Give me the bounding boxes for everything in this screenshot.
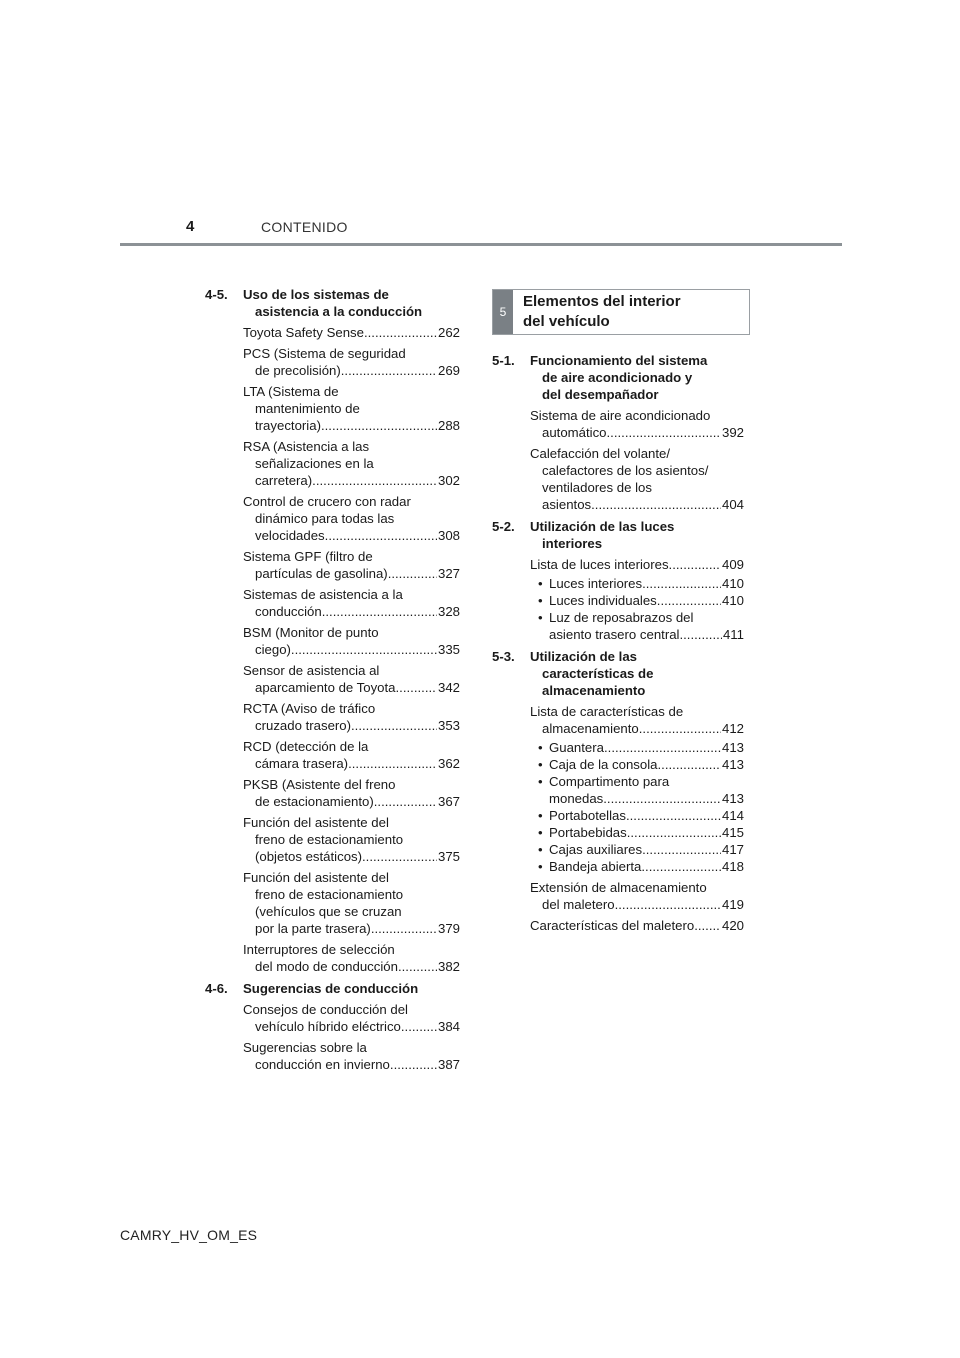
- toc-entry-line: Extensión de almacenamiento: [530, 880, 707, 895]
- toc-entry-line: Lista de características de: [530, 704, 684, 719]
- section-heading[interactable]: [205, 286, 460, 320]
- toc-entry-line: Interruptores de selección: [243, 942, 395, 957]
- dot-leader: [627, 824, 721, 841]
- section-title-line: de aire acondicionado y: [542, 370, 693, 385]
- page-ref[interactable]: 335: [437, 642, 460, 657]
- toc-entry-text: almacenamiento: [542, 721, 639, 736]
- page-ref[interactable]: 409: [721, 557, 744, 572]
- dot-leader: [669, 556, 721, 573]
- toc-entry-last-line: [538, 756, 744, 773]
- dot-leader: [390, 1056, 437, 1073]
- section-title-line: Utilización de las: [530, 649, 637, 664]
- section-number: 5-1.: [492, 353, 515, 368]
- toc-entry-line: ventiladores de los: [542, 480, 652, 495]
- toc-entry-last-line: [243, 417, 460, 434]
- page-ref[interactable]: 419: [721, 897, 744, 912]
- toc-entry-text: por la parte trasera): [255, 921, 371, 936]
- toc-entry-text: Luces individuales: [549, 593, 657, 608]
- toc-subentry[interactable]: [538, 773, 744, 807]
- toc-entry-text: Bandeja abierta: [549, 859, 642, 874]
- chapter-title-line: Elementos del interior: [523, 293, 681, 310]
- toc-entry-line: PKSB (Asistente del freno: [243, 777, 396, 792]
- page-ref[interactable]: 413: [721, 757, 744, 772]
- dot-leader: [401, 1018, 437, 1035]
- toc-entry-line: Sistemas de asistencia a la: [243, 587, 403, 602]
- toc-entry-text: monedas: [549, 791, 604, 806]
- toc-entry-last-line: [538, 739, 744, 756]
- footer-code: CAMRY_HV_OM_ES: [120, 1227, 258, 1243]
- toc-entry-line: Sensor de asistencia al: [243, 663, 380, 678]
- toc-entry-line: [538, 773, 744, 790]
- page-ref[interactable]: 404: [721, 497, 744, 512]
- section-heading[interactable]: [492, 518, 744, 552]
- toc-entry[interactable]: [243, 586, 460, 620]
- toc-entry-last-line: [243, 848, 460, 865]
- toc-entry-text: Cajas auxiliares: [549, 842, 643, 857]
- dot-leader: [388, 565, 437, 582]
- toc-subentry[interactable]: [538, 824, 744, 841]
- page-ref[interactable]: 308: [437, 528, 460, 543]
- toc-entry-last-line: [243, 362, 460, 379]
- dot-leader: [603, 790, 721, 807]
- page-ref[interactable]: 415: [721, 825, 744, 840]
- toc-entry[interactable]: [530, 703, 744, 737]
- toc-entry-last-line: [538, 790, 744, 807]
- dot-leader: [658, 756, 721, 773]
- dot-leader: [398, 958, 437, 975]
- toc-entry-text: Portabebidas: [549, 825, 627, 840]
- page-ref[interactable]: 410: [721, 576, 744, 591]
- bullet-icon: •: [538, 740, 543, 755]
- toc-entry-text: Características del maletero: [530, 918, 695, 933]
- dot-leader: [396, 679, 437, 696]
- toc-entry-last-line: [530, 556, 744, 573]
- section-number: 5-2.: [492, 519, 515, 534]
- bullet-icon: •: [538, 859, 543, 874]
- chapter-title: [513, 290, 681, 334]
- toc-entry-text: velocidades: [255, 528, 325, 543]
- toc-entry-last-line: [538, 575, 744, 592]
- toc-entry-line: mantenimiento de: [255, 401, 360, 416]
- section-number: 4-6.: [205, 981, 228, 996]
- page-ref[interactable]: 367: [437, 794, 460, 809]
- page-ref[interactable]: 410: [721, 593, 744, 608]
- bullet-icon: •: [538, 610, 543, 625]
- toc-entry-text: de precolisión): [255, 363, 341, 378]
- section-title-line: almacenamiento: [542, 683, 646, 698]
- toc-entry-last-line: [530, 896, 744, 913]
- page-number: 4: [186, 218, 195, 235]
- toc-subentry[interactable]: [538, 858, 744, 875]
- chapter-heading: [492, 289, 750, 335]
- section-title: [530, 518, 744, 552]
- dot-leader: [312, 472, 437, 489]
- toc-entry-last-line: [538, 626, 744, 643]
- toc-entry[interactable]: [530, 917, 744, 934]
- toc-entry-last-line: [243, 527, 460, 544]
- dot-leader: [364, 324, 437, 341]
- dot-leader: [362, 848, 437, 865]
- toc-entry-line: Sistema GPF (filtro de: [243, 549, 373, 564]
- page-ref[interactable]: 302: [437, 473, 460, 488]
- section-title: [243, 286, 460, 320]
- section-number: 4-5.: [205, 287, 228, 302]
- toc-entry-last-line: [243, 565, 460, 582]
- toc-entry[interactable]: [243, 438, 460, 489]
- toc-section: [492, 518, 744, 643]
- header-title: CONTENIDO: [261, 219, 348, 235]
- toc-entry[interactable]: [243, 814, 460, 865]
- toc-subentry[interactable]: [538, 756, 744, 773]
- dot-leader: [642, 841, 721, 858]
- toc-right-column: [492, 352, 744, 939]
- dot-leader: [641, 858, 721, 875]
- toc-entry-last-line: [243, 1018, 460, 1035]
- toc-entry-last-line: [243, 679, 460, 696]
- toc-entry[interactable]: [243, 1001, 460, 1035]
- dot-leader: [371, 920, 437, 937]
- page-ref[interactable]: 412: [721, 721, 744, 736]
- section-number: 5-3.: [492, 649, 515, 664]
- toc-entry-line: Función del asistente del: [243, 870, 389, 885]
- toc-entry-text: automático: [542, 425, 607, 440]
- bullet-icon: •: [538, 774, 543, 789]
- toc-entry-text: trayectoria): [255, 418, 321, 433]
- section-title-line: Utilización de las luces: [530, 519, 675, 534]
- toc-entry-text: Luces interiores: [549, 576, 643, 591]
- toc-entry-text: Toyota Safety Sense: [243, 325, 364, 340]
- page-ref[interactable]: 417: [721, 842, 744, 857]
- toc-entry-text: asiento trasero central: [549, 627, 680, 642]
- toc-entry-text: cruzado trasero): [255, 718, 352, 733]
- toc-section: [492, 648, 744, 934]
- toc-entry[interactable]: [243, 776, 460, 810]
- page-ref[interactable]: 411: [722, 627, 744, 642]
- bullet-icon: •: [538, 593, 543, 608]
- section-title: [243, 980, 460, 997]
- toc-entry-last-line: [243, 958, 460, 975]
- toc-entry[interactable]: [530, 879, 744, 913]
- page-ref[interactable]: 387: [437, 1057, 460, 1072]
- toc-entry-text: Luz de reposabrazos del: [549, 610, 694, 625]
- bullet-icon: •: [538, 825, 543, 840]
- toc-entry-last-line: [538, 592, 744, 609]
- toc-entry[interactable]: [243, 345, 460, 379]
- page-ref[interactable]: 414: [721, 808, 744, 823]
- section-title-line: interiores: [542, 536, 603, 551]
- page-ref[interactable]: 420: [721, 918, 744, 933]
- dot-leader: [321, 417, 437, 434]
- toc-entry-line: freno de estacionamiento: [255, 887, 404, 902]
- toc-entry-last-line: [243, 920, 460, 937]
- page-ref[interactable]: 382: [437, 959, 460, 974]
- toc-entry[interactable]: [530, 445, 744, 513]
- dot-leader: [291, 641, 437, 658]
- toc-entry-line: Calefacción del volante/: [530, 446, 671, 461]
- dot-leader: [325, 527, 437, 544]
- toc-entry-last-line: [243, 717, 460, 734]
- dot-leader: [615, 896, 721, 913]
- toc-entry-last-line: [538, 807, 744, 824]
- toc-entry-text: conducción en invierno: [255, 1057, 390, 1072]
- toc-subentry[interactable]: [538, 739, 744, 756]
- dot-leader: [694, 917, 721, 934]
- dot-leader: [679, 626, 721, 643]
- section-title-line: del desempañador: [542, 387, 659, 402]
- dot-leader: [341, 362, 437, 379]
- toc-entry-text: conducción: [255, 604, 322, 619]
- toc-entry-text: Lista de luces interiores: [530, 557, 669, 572]
- toc-entry-text: Guantera: [549, 740, 604, 755]
- toc-entry[interactable]: [243, 383, 460, 434]
- chapter-title-line: del vehículo: [523, 313, 610, 330]
- toc-entry-text: asientos: [542, 497, 592, 512]
- toc-entry-text: del modo de conducción: [255, 959, 398, 974]
- toc-entry-last-line: [243, 793, 460, 810]
- toc-entry[interactable]: [243, 493, 460, 544]
- toc-entry-line: RSA (Asistencia a las: [243, 439, 370, 454]
- toc-entry-line: Sugerencias sobre la: [243, 1040, 367, 1055]
- section-heading[interactable]: [205, 980, 460, 997]
- page-ref[interactable]: 362: [437, 756, 460, 771]
- toc-entry-last-line: [530, 496, 744, 513]
- toc-entry-text: Portabotellas: [549, 808, 626, 823]
- bullet-icon: •: [538, 576, 543, 591]
- section-title-line: Sugerencias de conducción: [243, 981, 419, 996]
- page-ref[interactable]: 384: [437, 1019, 460, 1034]
- section-title-line: Uso de los sistemas de: [243, 287, 389, 302]
- toc-entry[interactable]: [243, 941, 460, 975]
- chapter-tab: 5: [493, 290, 513, 334]
- toc-entry-text: del maletero: [542, 897, 615, 912]
- toc-subentry[interactable]: [538, 592, 744, 609]
- page-ref[interactable]: 413: [721, 791, 744, 806]
- toc-entry[interactable]: [243, 700, 460, 734]
- toc-entry-line: Sistema de aire acondicionado: [530, 408, 711, 423]
- section-title-line: asistencia a la conducción: [255, 304, 423, 319]
- toc-entry-text: partículas de gasolina): [255, 566, 388, 581]
- dot-leader: [348, 755, 437, 772]
- dot-leader: [639, 720, 721, 737]
- toc-entry-line: señalizaciones en la: [255, 456, 374, 471]
- toc-entry-text: carretera): [255, 473, 313, 488]
- header-rule: [120, 243, 842, 246]
- toc-subentry[interactable]: [538, 609, 744, 643]
- toc-section: [205, 980, 460, 1073]
- page-ref[interactable]: 269: [437, 363, 460, 378]
- toc-entry-last-line: [243, 641, 460, 658]
- toc-entry-last-line: [530, 424, 744, 441]
- section-title: [530, 648, 744, 699]
- dot-leader: [657, 592, 721, 609]
- page-ref[interactable]: 375: [437, 849, 460, 864]
- toc-entry[interactable]: [243, 869, 460, 937]
- toc-entry[interactable]: [530, 407, 744, 441]
- toc-section: [205, 286, 460, 975]
- toc-entry-text: de estacionamiento): [255, 794, 374, 809]
- toc-entry-line: Control de crucero con radar: [243, 494, 411, 509]
- bullet-icon: •: [538, 757, 543, 772]
- dot-leader: [626, 807, 721, 824]
- page-ref[interactable]: 413: [721, 740, 744, 755]
- dot-leader: [351, 717, 437, 734]
- toc-entry-last-line: [243, 324, 460, 341]
- toc-entry-line: [538, 609, 744, 626]
- toc-subentry[interactable]: [538, 807, 744, 824]
- toc-entry[interactable]: [243, 662, 460, 696]
- section-title: [530, 352, 744, 403]
- toc-entry-line: RCD (detección de la: [243, 739, 369, 754]
- toc-entry-last-line: [538, 841, 744, 858]
- toc-entry[interactable]: [243, 324, 460, 341]
- page-ref[interactable]: 379: [437, 921, 460, 936]
- toc-entry-last-line: [243, 755, 460, 772]
- toc-entry-line: BSM (Monitor de punto: [243, 625, 379, 640]
- toc-entry-last-line: [530, 720, 744, 737]
- bullet-icon: •: [538, 842, 543, 857]
- dot-leader: [642, 575, 721, 592]
- toc-entry-last-line: [243, 603, 460, 620]
- page-ref[interactable]: 328: [437, 604, 460, 619]
- toc-entry-last-line: [538, 858, 744, 875]
- dot-leader: [322, 603, 437, 620]
- toc-left-column: [205, 286, 460, 1078]
- toc-entry-line: dinámico para todas las: [255, 511, 395, 526]
- toc-entry-line: freno de estacionamiento: [255, 832, 404, 847]
- toc-section: [492, 352, 744, 513]
- page-ref[interactable]: 288: [437, 418, 460, 433]
- section-heading[interactable]: [492, 648, 744, 699]
- section-title-line: características de: [542, 666, 654, 681]
- section-heading[interactable]: [492, 352, 744, 403]
- section-title-line: Funcionamiento del sistema: [530, 353, 708, 368]
- toc-entry-line: RCTA (Aviso de tráfico: [243, 701, 376, 716]
- page-ref[interactable]: 353: [437, 718, 460, 733]
- toc-entry-text: ciego): [255, 642, 291, 657]
- toc-entry-text: Caja de la consola: [549, 757, 658, 772]
- bullet-icon: •: [538, 808, 543, 823]
- page-ref[interactable]: 418: [721, 859, 744, 874]
- dot-leader: [374, 793, 437, 810]
- toc-entry-text: Compartimento para: [549, 774, 670, 789]
- toc-entry[interactable]: [243, 738, 460, 772]
- toc-entry-text: (objetos estáticos): [255, 849, 363, 864]
- toc-entry[interactable]: [243, 1039, 460, 1073]
- toc-entry-line: LTA (Sistema de: [243, 384, 339, 399]
- toc-entry-text: cámara trasera): [255, 756, 349, 771]
- toc-entry[interactable]: [243, 624, 460, 658]
- dot-leader: [591, 496, 721, 513]
- toc-entry-line: Función del asistente del: [243, 815, 389, 830]
- toc-subentry[interactable]: [538, 575, 744, 592]
- toc-entry[interactable]: [243, 548, 460, 582]
- toc-entry-last-line: [538, 824, 744, 841]
- toc-subentry[interactable]: [538, 841, 744, 858]
- dot-leader: [607, 424, 721, 441]
- toc-entry-line: PCS (Sistema de seguridad: [243, 346, 406, 361]
- toc-entry-last-line: [530, 917, 744, 934]
- toc-entry-last-line: [243, 472, 460, 489]
- page-ref[interactable]: 342: [437, 680, 460, 695]
- page-ref[interactable]: 392: [721, 425, 744, 440]
- toc-entry-text: aparcamiento de Toyota: [255, 680, 396, 695]
- toc-entry-text: vehículo híbrido eléctrico: [255, 1019, 401, 1034]
- toc-entry-last-line: [243, 1056, 460, 1073]
- toc-entry[interactable]: [530, 556, 744, 573]
- toc-entry-line: (vehículos que se cruzan: [255, 904, 402, 919]
- page-ref[interactable]: 262: [437, 325, 460, 340]
- dot-leader: [604, 739, 721, 756]
- toc-entry-line: calefactores de los asientos/: [542, 463, 709, 478]
- toc-entry-line: Consejos de conducción del: [243, 1002, 408, 1017]
- page-ref[interactable]: 327: [437, 566, 460, 581]
